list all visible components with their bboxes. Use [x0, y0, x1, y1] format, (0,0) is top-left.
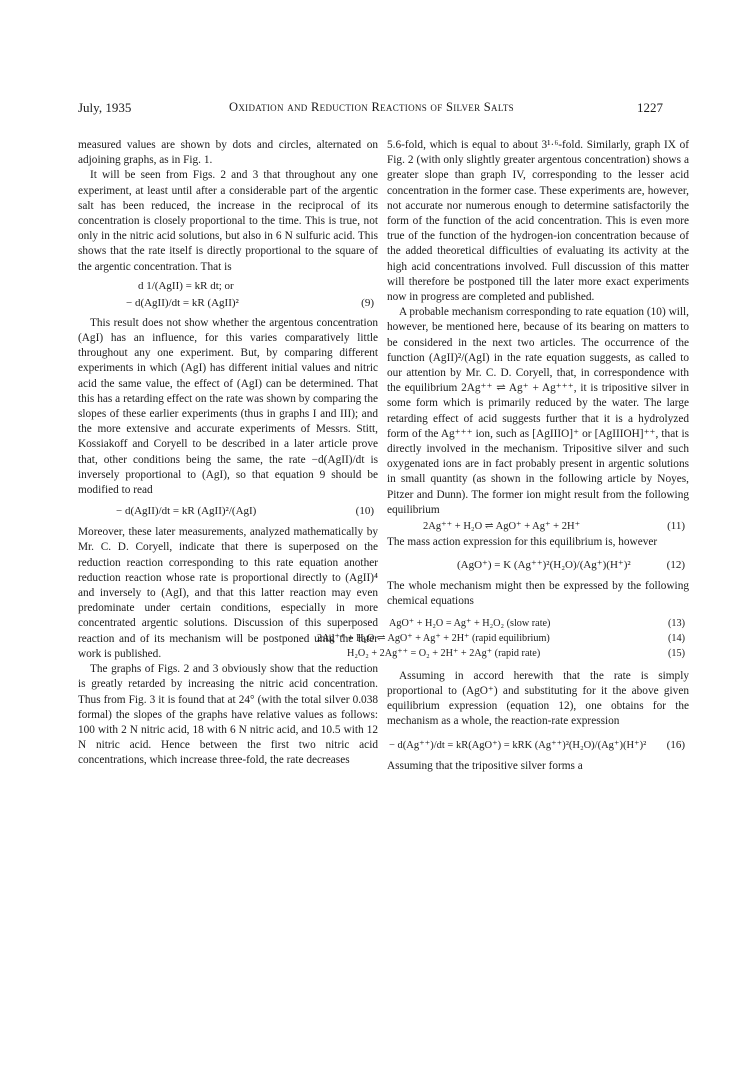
equation-10 [78, 501, 378, 525]
equation-number: (9) [361, 296, 374, 309]
equation-text: H₂O₂ + 2Ag⁺⁺ = O₂ + 2H⁺ + 2Ag⁺ (rapid rate) [347, 647, 541, 659]
equation-text: − d(AgII)/dt = kR (AgII)²/(AgI) [116, 505, 257, 518]
paragraph: Moreover, these later measurements, analyzed mathematically by Mr. C. D. Coryell, indicate that there is superposed on the reduction reaction corresponding to this rate equation another reduction reaction whose rate is proportional directly to (AgII)⁴ and inversely to (AgI), and that this latter reaction may even predominate under certain conditions, especially in more concentrated argentic solutions. Discussion of this superposed reaction and of its mechanism will be postponed until the later work is published. [78, 526, 378, 660]
running-header-title: Oxidation and Reduction Reactions of Silver Salts [229, 100, 514, 114]
equation-9-line-2 [78, 296, 378, 316]
equation-11 [387, 518, 689, 535]
equation-group-13-15 [317, 616, 689, 661]
paragraph: The graphs of Figs. 2 and 3 obviously show that the reduction is greatly retarded by increasing the nitric acid concentration. Thus from Fig. 3 it is found that at 24° (with the total silver 0.038 formal) the slopes of the graphs have relative values as follows: 100 with 2 N nitric acid, 18 with 6 N nitric acid, and 10.5 with 12 N nitric acid. Hence between the first two nitric acid concentrations, which increase three-fold, the rate decreases [78, 663, 378, 767]
equation-number: (14) [668, 632, 685, 644]
equation-text: d 1/(AgII) = kR dt; or [138, 279, 234, 292]
equation-number: (12) [666, 559, 685, 572]
equation-number: (13) [668, 617, 685, 629]
equation-number: (10) [355, 505, 374, 518]
equation-text: AgO⁺ + H₂O = Ag⁺ + H₂O₂ (slow rate) [389, 617, 551, 629]
paragraph: The whole mechanism might then be expressed by the following chemical equations [387, 580, 689, 608]
equation-number: (16) [666, 738, 685, 751]
equation-number: (11) [667, 520, 685, 533]
equation-number: (15) [668, 647, 685, 659]
equation-16 [387, 733, 689, 759]
paragraph: This result does not show whether the argentous concentration (AgI) has an influence, for this varies comparatively little throughout any one experiment. But, by comparing different experiments in which (AgI) has different initial values and nitric acid the same value, the effect of (AgI) can be determined. That this has a retarding effect on the rate was shown by comparing the slopes of these earlier experiments (thus in graphs I and III); and the more extensive and accurate experiments of Messrs. Stitt, Kossiakoff and Coryell to be described in a later article prove that, other conditions being the same, the rate −d(AgII)/dt is inversely proportional to (AgI), so that equation 9 should be modified to read [78, 316, 378, 497]
paragraph: The mass action expression for this equilibrium is, however [387, 536, 658, 549]
equation-12 [387, 553, 689, 579]
paragraph: Assuming in accord herewith that the rate is simply proportional to (AgO⁺) and substituting for it the above given equilibrium expression (equation 12), one obtains for the mechanism as a whole, the reaction-rate expression [387, 669, 689, 728]
equation-text: − d(AgII)/dt = kR (AgII)² [126, 296, 239, 309]
equation-14 [317, 631, 689, 646]
running-header-date: July, 1935 [78, 100, 132, 115]
paragraph: measured values are shown by dots and circles, alternated on adjoining graphs, as in Fig. 1. [78, 139, 378, 167]
equation-text: 2Ag⁺⁺ + H₂O ⇌ AgO⁺ + Ag⁺ + 2H⁺ [423, 521, 581, 533]
paragraph: 5.6-fold, which is equal to about 3¹·⁶-fold. Similarly, graph IX of Fig. 2 (with only slightly greater argentous concentration) shows a greater slope than graph IV, corresponding to the lesser acid concentration in the former case. These experiments are, however, not accurate nor numerous enough to determine satisfactorily the form of the function of the acid concentration. This is even more true of the function of the hydrogen-ion concentration because of the added theoretical difficulties of evaluating its activity at the high acid concentrations involved. Full discussion of this matter will therefore be postponed till the later more exact experiments now in progress are completed and published. [387, 139, 689, 304]
paragraph: A probable mechanism corresponding to rate equation (10) will, however, be mentioned here, because of its bearing on matters to be considered in the next two articles. The occurrence of the function (AgII)²/(AgI) in the rate equation suggests, as called to our attention by Mr. C. D. Coryell, that, in correspondence with the equilibrium 2Ag⁺⁺ ⇌ Ag⁺ + Ag⁺⁺⁺, it is tripositive silver in some form which is primarily reduced by the water. The large retarding effect of acid suggests further that it is a hydrolyzed form of the Ag⁺⁺⁺ ion, such as [AgIIIO]⁺ or [AgIIIOH]⁺⁺, that is directly involved in the mechanism. Tripositive silver and such oxygenated ions are in fact probably present in argentic solutions in small quantity (as shown in the following article by Noyes, Pitzer and Dunn). The former ion might result from the following equilibrium [387, 306, 689, 516]
left-column [78, 138, 378, 769]
page-number: 1227 [637, 100, 663, 115]
equation-text: 2Ag⁺⁺ + H₂O ⇌ AgO⁺ + Ag⁺ + 2H⁺ (rapid equilibrium) [317, 632, 550, 644]
equation-15 [317, 646, 689, 661]
equation-text: (AgO⁺) = K (Ag⁺⁺)²(H₂O)/(Ag⁺)(H⁺)² [457, 559, 631, 572]
equation-9-line-1 [78, 279, 378, 296]
paragraph: It will be seen from Figs. 2 and 3 that throughout any one experiment, at least until after a considerable part of the argentic salt has been reduced, the increase in the reciprocal of its concentration is closely proportional to the time. This is true, not only in the nitric acid solutions, but also in 6 N sulfuric acid. This shows that the rate itself is directly proportional to the square of the argentic concentration. That is [78, 169, 378, 273]
paragraph: Assuming that the tripositive silver forms a [387, 759, 583, 772]
equation-13 [317, 616, 689, 631]
right-column [317, 138, 689, 774]
equation-text: − d(Ag⁺⁺)/dt = kR(AgO⁺) = kRK (Ag⁺⁺)²(H₂O)/(Ag⁺)(H⁺)² [389, 739, 647, 751]
